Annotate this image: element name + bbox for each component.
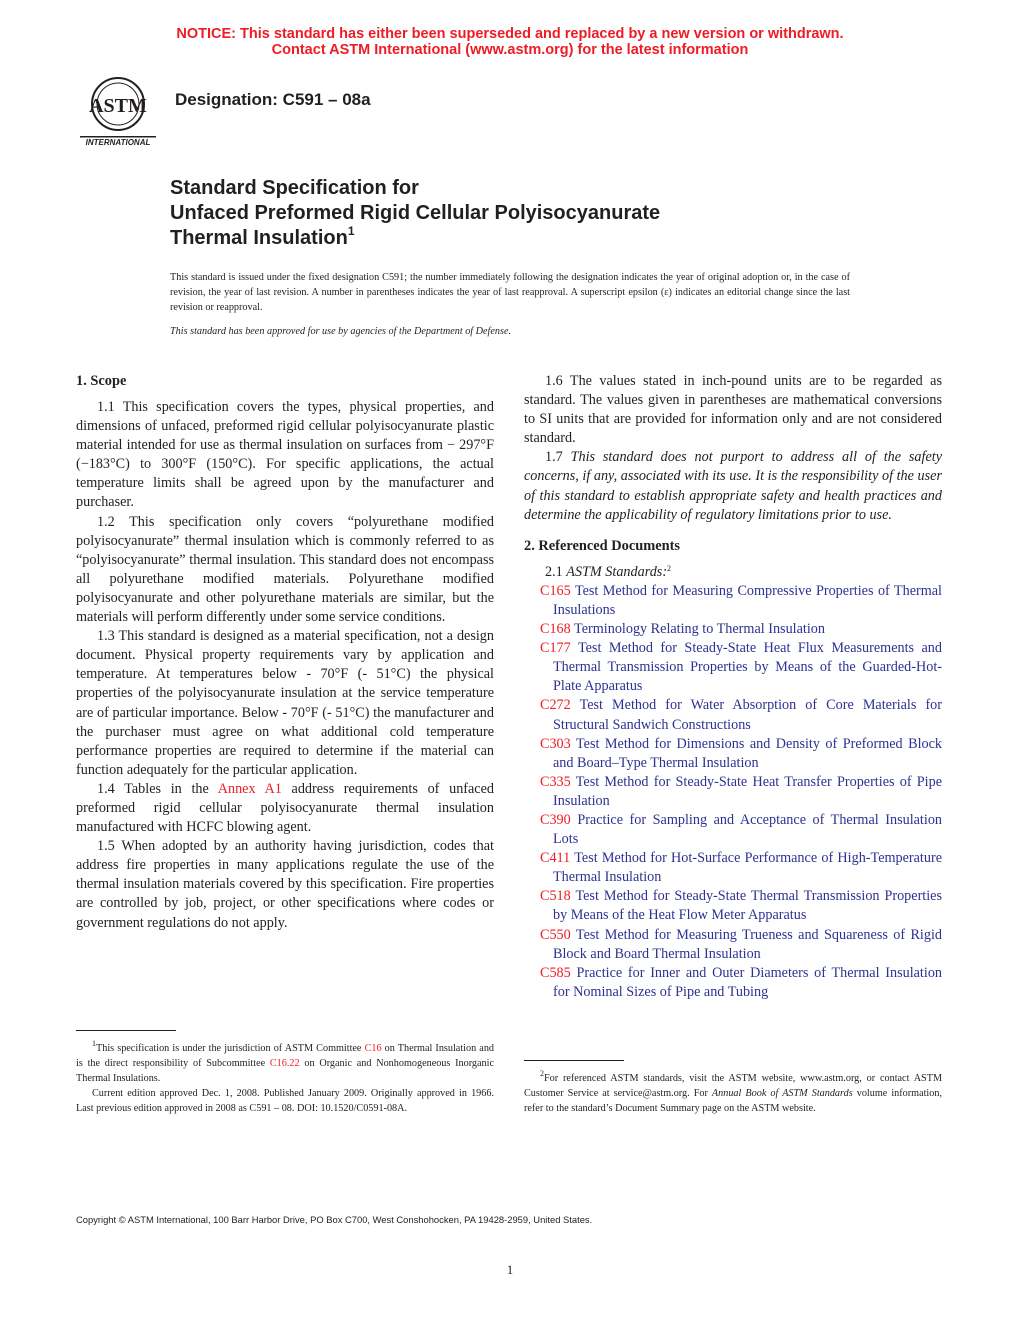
reference-item	[524, 887, 942, 925]
reference-title-link[interactable]: Practice for Sampling and Acceptance of Thermal Insulation Lots	[553, 811, 943, 848]
reference-item	[524, 582, 942, 620]
reference-code-link[interactable]: C585	[540, 964, 571, 981]
reference-item	[524, 926, 942, 964]
intro-paragraph: This standard is issued under the fixed designation C591; the number immediately following the designation indicates the year of original adoption or, in the case of revision, the year of last revision. A number in parentheses indicates the year of last reapproval. A superscript epsilon (ε) indicates an editorial change since the last revision or reapproval.	[170, 272, 850, 313]
paragraph-1-5: 1.5 When adopted by an authority having jurisdiction, codes that address fire properties in many applications regulate the use of the thermal insulation materials covered by this specification. Fire properties are controlled by job, project, or other specifications where codes or government regulations do not apply.	[76, 838, 494, 931]
footnote-divider-right	[524, 1060, 624, 1061]
paragraph-1-4: 1.4 Tables in the Annex A1 address requirements of unfaced preformed rigid cellular polyisocyanurate thermal insulation manufactured with HCFC blowing agent.	[76, 780, 494, 836]
reference-list	[524, 582, 942, 1002]
copyright-notice: Copyright © ASTM International, 100 Barr Harbor Drive, PO Box C700, West Conshohocken, PA 19428-2959, United States.	[76, 1214, 593, 1225]
reference-title-link[interactable]: Test Method for Measuring Compressive Properties of Thermal Insulations	[553, 582, 942, 618]
paragraph-1-2: 1.2 This specification only covers “polyurethane modified polyisocyanurate” thermal insulation which is commonly referred to as “polyisocyanurate” thermal insulation. This standard does not encompass all polyurethane modified materials. Polyurethane modified polyisocyanurate and other polyurethane materials are similar, but the materials will perform differently under some service conditions.	[76, 513, 494, 626]
astm-standards-subheading: 2.1 ASTM Standards:$^2$	[545, 563, 672, 580]
paragraph-1-1: 1.1 This specification covers the types, physical properties, and dimensions of unfaced, preformed rigid cellular polyisocyanurate plastic material intended for use as thermal insulation on surfaces from − 297°F (−183°C) to 300°F (150°C). For specific applications, the actual temperature limits shall be agreed upon by the manufacturer and purchaser.	[76, 399, 494, 511]
reference-item	[524, 773, 942, 811]
reference-item	[524, 696, 942, 734]
reference-title-link[interactable]: Test Method for Steady-State Heat Transfer Properties of Pipe Insulation	[553, 773, 943, 809]
committee-c16-link[interactable]: C16	[364, 1043, 382, 1054]
reference-code-link[interactable]: C272	[540, 697, 571, 714]
reference-item	[524, 620, 942, 639]
footnote-1-text: $^1$This specification is under the jurisdiction of ASTM Committee C16 on Thermal Insulation and is the direct responsibility of Subcommittee C16.22 on Organic and Nonhomogeneous Inorganic Thermal Insulations.	[76, 1039, 495, 1084]
left-column	[76, 372, 494, 933]
notice-line-2: Contact ASTM International (www.astm.org) for the latest information	[271, 42, 749, 58]
paragraph-1-6: 1.6 The values stated in inch-pound units are to be regarded as standard. The values given in parentheses are mathematical conversions to SI units that are provided for information only and are not considered standard.	[524, 373, 942, 447]
astm-logo	[78, 74, 158, 148]
reference-title-link[interactable]: Practice for Inner and Outer Diameters of Thermal Insulation for Nominal Sizes of Pipe and Tubing	[553, 964, 943, 1000]
reference-item	[524, 639, 942, 696]
reference-code-link[interactable]: C518	[540, 888, 571, 905]
footnote-1	[76, 1041, 494, 1116]
paragraph-1-3: 1.3 This standard is designed as a material specification, not a design document. Physical property requirements vary by application and temperature. At temperatures below - 70°F (- 51°C) the physical properties of the polyisocyanurate insulation at the service temperature are of particular importance. Below - 70°F (- 51°C) the manufacturer and the purchaser must agree on what additional cold temperature performance properties are required to determine if the material can function adequately for the particular application.	[76, 628, 494, 778]
title-line-3: Thermal Insulation$^1$	[170, 224, 355, 249]
reference-code-link[interactable]: C390	[540, 811, 571, 828]
reference-code-link[interactable]: C335	[540, 773, 571, 790]
paragraph-1-7: 1.7 This standard does not purport to address all of the safety concerns, if any, associated with its use. It is the responsibility of the user of this standard to establish appropriate safety and health practices and determine the applicability of regulatory limitations prior to use.	[524, 449, 943, 523]
title-line-2: Unfaced Preformed Rigid Cellular Polyisocyanurate	[170, 202, 661, 224]
subcommittee-c16-22-link[interactable]: C16.22	[269, 1058, 300, 1069]
logo-lettering: ASTM	[89, 95, 147, 117]
footnote-1-edition: Current edition approved Dec. 1, 2008. Published January 2009. Originally approved in 1966. Last previous edition approved in 2008 as C591 – 08. DOI: 10.1520/C0591-08A.	[76, 1088, 494, 1114]
reference-title-link[interactable]: Test Method for Water Absorption of Core Materials for Structural Sandwich Constructions	[553, 697, 942, 733]
logo-subtext: INTERNATIONAL	[85, 138, 151, 147]
annex-link[interactable]: Annex A1	[217, 780, 282, 797]
reference-title-link[interactable]: Test Method for Steady-State Heat Flux Measurements and Thermal Transmission Properties by Means of the Guarded-Hot-Plate Apparatus	[553, 640, 942, 695]
right-column	[524, 372, 942, 1002]
reference-title-link[interactable]: Test Method for Steady-State Thermal Transmission Properties by Means of the Heat Flow Meter Apparatus	[553, 888, 942, 924]
page-number: 1	[506, 1262, 514, 1277]
section-heading-scope: 1. Scope	[76, 373, 127, 389]
designation: Designation: C591 – 08a	[175, 90, 371, 109]
reference-title-link[interactable]: Test Method for Measuring Trueness and Squareness of Rigid Block and Board Thermal Insulation	[553, 926, 943, 962]
reference-item	[524, 964, 942, 1002]
reference-code-link[interactable]: C303	[540, 735, 571, 752]
reference-code-link[interactable]: C411	[540, 850, 571, 867]
reference-title-link[interactable]: Terminology Relating to Thermal Insulation	[574, 621, 825, 638]
section-heading-referenced-documents: 2. Referenced Documents	[524, 537, 680, 554]
title-footnote-mark: 1	[347, 224, 355, 238]
reference-item	[524, 811, 942, 849]
dod-note: This standard has been approved for use by agencies of the Department of Defense.	[170, 326, 512, 337]
reference-code-link[interactable]: C177	[540, 640, 571, 657]
reference-item	[524, 735, 942, 773]
reference-title-link[interactable]: Test Method for Hot-Surface Performance of High-Temperature Thermal Insulation	[553, 850, 942, 886]
reference-code-link[interactable]: C550	[540, 926, 571, 943]
reference-title-link[interactable]: Test Method for Dimensions and Density of Preformed Block and Board–Type Thermal Insulation	[553, 735, 942, 771]
reference-code-link[interactable]: C168	[540, 621, 571, 638]
footnote-divider-left	[76, 1030, 176, 1031]
reference-item	[524, 849, 942, 887]
superseded-notice	[0, 26, 1020, 58]
footnote-2	[524, 1071, 942, 1116]
reference-code-link[interactable]: C165	[540, 582, 571, 599]
document-title	[170, 176, 660, 251]
footnote-2-text: $^2$For referenced ASTM standards, visit the ASTM website, www.astm.org, or contact ASTM Customer Service at service@astm.org. For Annual Book of ASTM Standards volume information, refer to the standard’s Document Summary page on the ASTM website.	[524, 1069, 942, 1114]
notice-line-1: NOTICE: This standard has either been superseded and replaced by a new version or withdrawn.	[176, 26, 844, 42]
title-line-1: Standard Specification for	[170, 177, 419, 199]
